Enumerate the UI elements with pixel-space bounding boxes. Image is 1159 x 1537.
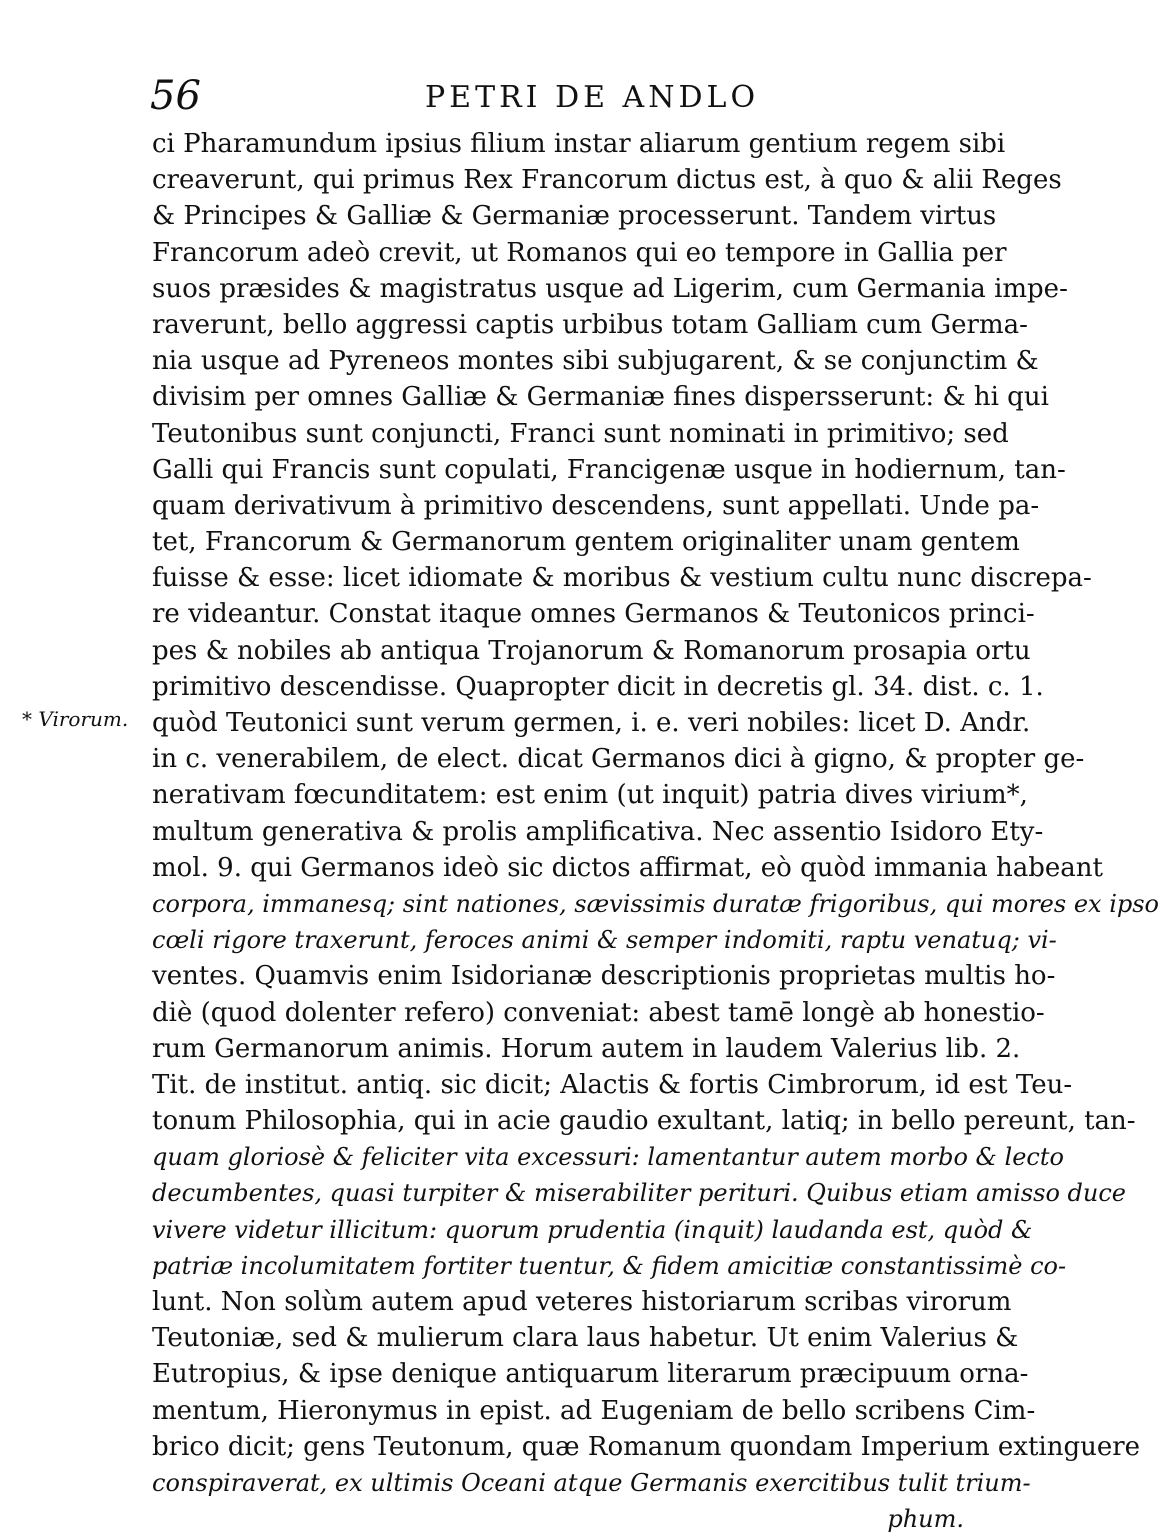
text-line: tonum Philosophia, qui in acie gaudio exultant, latiq; in bello pereunt, tan- xyxy=(152,1106,1136,1137)
text-line: cœli rigore traxerunt, feroces animi & semper indomiti, raptu venatuq; vi- xyxy=(152,926,1057,955)
text-line: decumbentes, quasi turpiter & miserabiliter perituri. Quibus etiam amisso duce xyxy=(152,1179,1126,1208)
text-line: conspiraverat, ex ultimis Oceani atque Germanis exercitibus tulit trium- xyxy=(152,1468,1031,1497)
text-line: Teutoniæ, sed & mulierum clara laus habetur. Ut enim Valerius & xyxy=(152,1323,1019,1354)
text-line: phum. xyxy=(887,1505,964,1534)
text-line: creaverunt, qui primus Rex Francorum dictus est, à quo & alii Reges xyxy=(152,165,1062,196)
text-line: patriæ incolumitatem fortiter tuentur, & fidem amicitiæ constantissimè co- xyxy=(152,1251,1067,1280)
text-line: re videantur. Constat itaque omnes Germanos & Teutonicos princi- xyxy=(152,599,1035,630)
text-line: Eutropius, & ipse denique antiquarum literarum præcipuum orna- xyxy=(152,1359,1029,1390)
text-line: Galli qui Francis sunt copulati, Francigenæ usque in hodiernum, tan- xyxy=(152,454,1066,485)
text-line: mol. 9. qui Germanos ideò sic dictos affirmat, eò quòd immania habeant xyxy=(152,852,1103,883)
text-line: vivere videtur illicitum: quorum prudentia (inquit) laudanda est, quòd & xyxy=(152,1215,1033,1244)
page-number: 56 xyxy=(150,73,201,119)
text-line: corpora, immanesq; sint nationes, sævissimis duratæ frigoribus, qui mores ex ipso xyxy=(152,889,1159,918)
text-line: quam derivativum à primitivo descendens, sunt appellati. Unde pa- xyxy=(152,490,1040,521)
text-line: quam gloriosè & feliciter vita excessuri: lamentantur autem morbo & lecto xyxy=(152,1143,1064,1172)
text-line: ventes. Quamvis enim Isidorianæ descriptionis proprietas multis ho- xyxy=(152,961,1056,992)
text-line: Teutonibus sunt conjuncti, Franci sunt nominati in primitivo; sed xyxy=(152,418,1009,449)
text-line: Francorum adeò crevit, ut Romanos qui eo tempore in Gallia per xyxy=(152,237,1007,268)
text-line: ci Pharamundum ipsius filium instar aliarum gentium regem sibi xyxy=(152,129,1006,159)
text-line: & Principes & Galliæ & Germaniæ processerunt. Tandem virtus xyxy=(152,201,997,232)
text-line: in c. venerabilem, de elect. dicat Germanos dici à gigno, & propter ge- xyxy=(152,744,1085,775)
page-header xyxy=(0,74,1000,118)
body-text xyxy=(152,126,1159,1537)
text-line: Tit. de institut. antiq. sic dicit; Alactis & fortis Cimbrorum, id est Teu- xyxy=(152,1069,1073,1100)
text-line: multum generativa & prolis amplificativa. Nec assentio Isidoro Ety- xyxy=(152,816,1044,847)
text-line: tet, Francorum & Germanorum gentem originaliter unam gentem xyxy=(152,527,1020,558)
text-line: divisim per omnes Galliæ & Germaniæ fines dispersserunt: & hi qui xyxy=(152,382,1049,413)
margin-note: * Virorum. xyxy=(22,707,129,731)
text-line: diè (quod dolenter refero) conveniat: abest tamē longè ab honestio- xyxy=(152,997,1045,1028)
text-line: nia usque ad Pyreneos montes sibi subjugarent, & se conjunctim & xyxy=(152,346,1039,377)
text-line: primitivo descendisse. Quapropter dicit in decretis gl. 34. dist. c. 1. xyxy=(152,671,1044,702)
text-line: raverunt, bello aggressi captis urbibus totam Galliam cum Germa- xyxy=(152,309,1028,340)
text-line: suos præsides & magistratus usque ad Ligerim, cum Germania impe- xyxy=(152,273,1068,304)
text-line: mentum, Hieronymus in epist. ad Eugeniam de bello scribens Cim- xyxy=(152,1395,1036,1426)
text-line: fuisse & esse: licet idiomate & moribus & vestium cultu nunc discrepa- xyxy=(152,563,1092,594)
text-line: nerativam fœcunditatem: est enim (ut inquit) patria dives virium*, xyxy=(152,780,1028,811)
text-line: brico dicit; gens Teutonum, quæ Romanum quondam Imperium extinguere xyxy=(152,1431,1141,1462)
text-line: lunt. Non solùm autem apud veteres historiarum scribas virorum xyxy=(152,1287,1012,1317)
text-line: pes & nobiles ab antiqua Trojanorum & Romanorum prosapia ortu xyxy=(152,635,1031,666)
running-head: PETRI DE ANDLO xyxy=(425,80,760,115)
text-line: quòd Teutonici sunt verum germen, i. e. veri nobiles: licet D. Andr. xyxy=(152,708,1031,738)
text-line: rum Germanorum animis. Horum autem in laudem Valerius lib. 2. xyxy=(152,1033,1021,1064)
